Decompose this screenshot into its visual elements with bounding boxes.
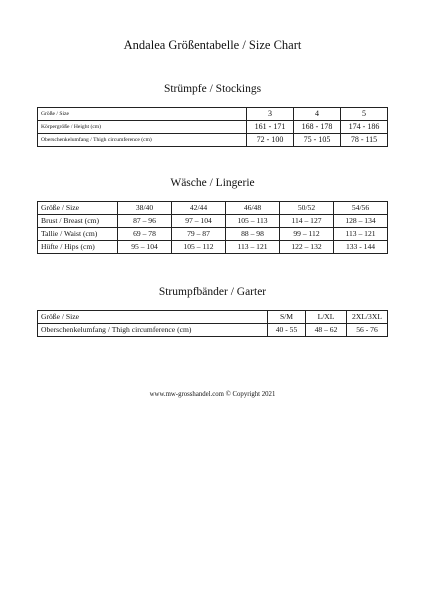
table-cell: 161 - 171: [247, 121, 294, 134]
table-row: [38, 228, 388, 241]
table-cell: 133 - 144: [334, 241, 388, 254]
header-cell: Größe / Size: [38, 108, 247, 121]
row-label: Hüfte / Hips (cm): [38, 241, 118, 254]
table-cell: 79 – 87: [172, 228, 226, 241]
table-cell: 97 – 104: [172, 215, 226, 228]
row-label: Tallie / Waist (cm): [38, 228, 118, 241]
table-cell: 75 - 105: [294, 134, 341, 147]
garter-table: [37, 310, 388, 337]
row-label: Oberschenkelumfang / Thigh circumference (cm): [38, 134, 247, 147]
copyright-footer: www.mw-grosshandel.com © Copyright 2021: [149, 391, 276, 398]
table-row: [38, 241, 388, 254]
table-cell: 48 – 62: [306, 324, 347, 337]
header-cell: 54/56: [334, 202, 388, 215]
header-cell: 50/52: [280, 202, 334, 215]
table-cell: 105 – 112: [172, 241, 226, 254]
lingerie-table: [37, 201, 388, 254]
table-row: [38, 324, 388, 337]
table-cell: 114 – 127: [280, 215, 334, 228]
table-header-row: [38, 202, 388, 215]
lingerie-heading: Wäsche / Lingerie: [170, 177, 255, 189]
header-cell: 3: [247, 108, 294, 121]
stockings-heading: Strümpfe / Stockings: [163, 83, 262, 95]
header-cell: 38/40: [118, 202, 172, 215]
table-cell: 69 – 78: [118, 228, 172, 241]
table-cell: 105 – 113: [226, 215, 280, 228]
stockings-table: [37, 107, 388, 147]
table-cell: 87 – 96: [118, 215, 172, 228]
header-cell: S/M: [268, 311, 306, 324]
header-cell: L/XL: [306, 311, 347, 324]
row-label: Oberschenkelumfang / Thigh circumference (cm): [38, 324, 268, 337]
table-cell: 40 - 55: [268, 324, 306, 337]
table-cell: 95 – 104: [118, 241, 172, 254]
table-cell: 113 – 121: [334, 228, 388, 241]
table-cell: 72 - 100: [247, 134, 294, 147]
table-cell: 78 - 115: [341, 134, 388, 147]
header-cell: 42/44: [172, 202, 226, 215]
table-cell: 168 - 178: [294, 121, 341, 134]
header-cell: Größe / Size: [38, 311, 268, 324]
table-cell: 56 - 76: [347, 324, 388, 337]
table-cell: 99 – 112: [280, 228, 334, 241]
header-cell: 46/48: [226, 202, 280, 215]
table-cell: 88 – 98: [226, 228, 280, 241]
table-header-row: [38, 108, 388, 121]
row-label: Körpergröße / Height (cm): [38, 121, 247, 134]
header-cell: 5: [341, 108, 388, 121]
header-cell: 2XL/3XL: [347, 311, 388, 324]
row-label: Brust / Breast (cm): [38, 215, 118, 228]
table-row: [38, 134, 388, 147]
table-cell: 113 – 121: [226, 241, 280, 254]
header-cell: Größe / Size: [38, 202, 118, 215]
table-header-row: [38, 311, 388, 324]
table-cell: 174 - 186: [341, 121, 388, 134]
header-cell: 4: [294, 108, 341, 121]
garter-heading: Strumpfbänder / Garter: [158, 286, 267, 298]
table-row: [38, 215, 388, 228]
table-row: [38, 121, 388, 134]
table-cell: 122 – 132: [280, 241, 334, 254]
page-title: Andalea Größentabelle / Size Chart: [123, 38, 302, 52]
table-cell: 128 – 134: [334, 215, 388, 228]
